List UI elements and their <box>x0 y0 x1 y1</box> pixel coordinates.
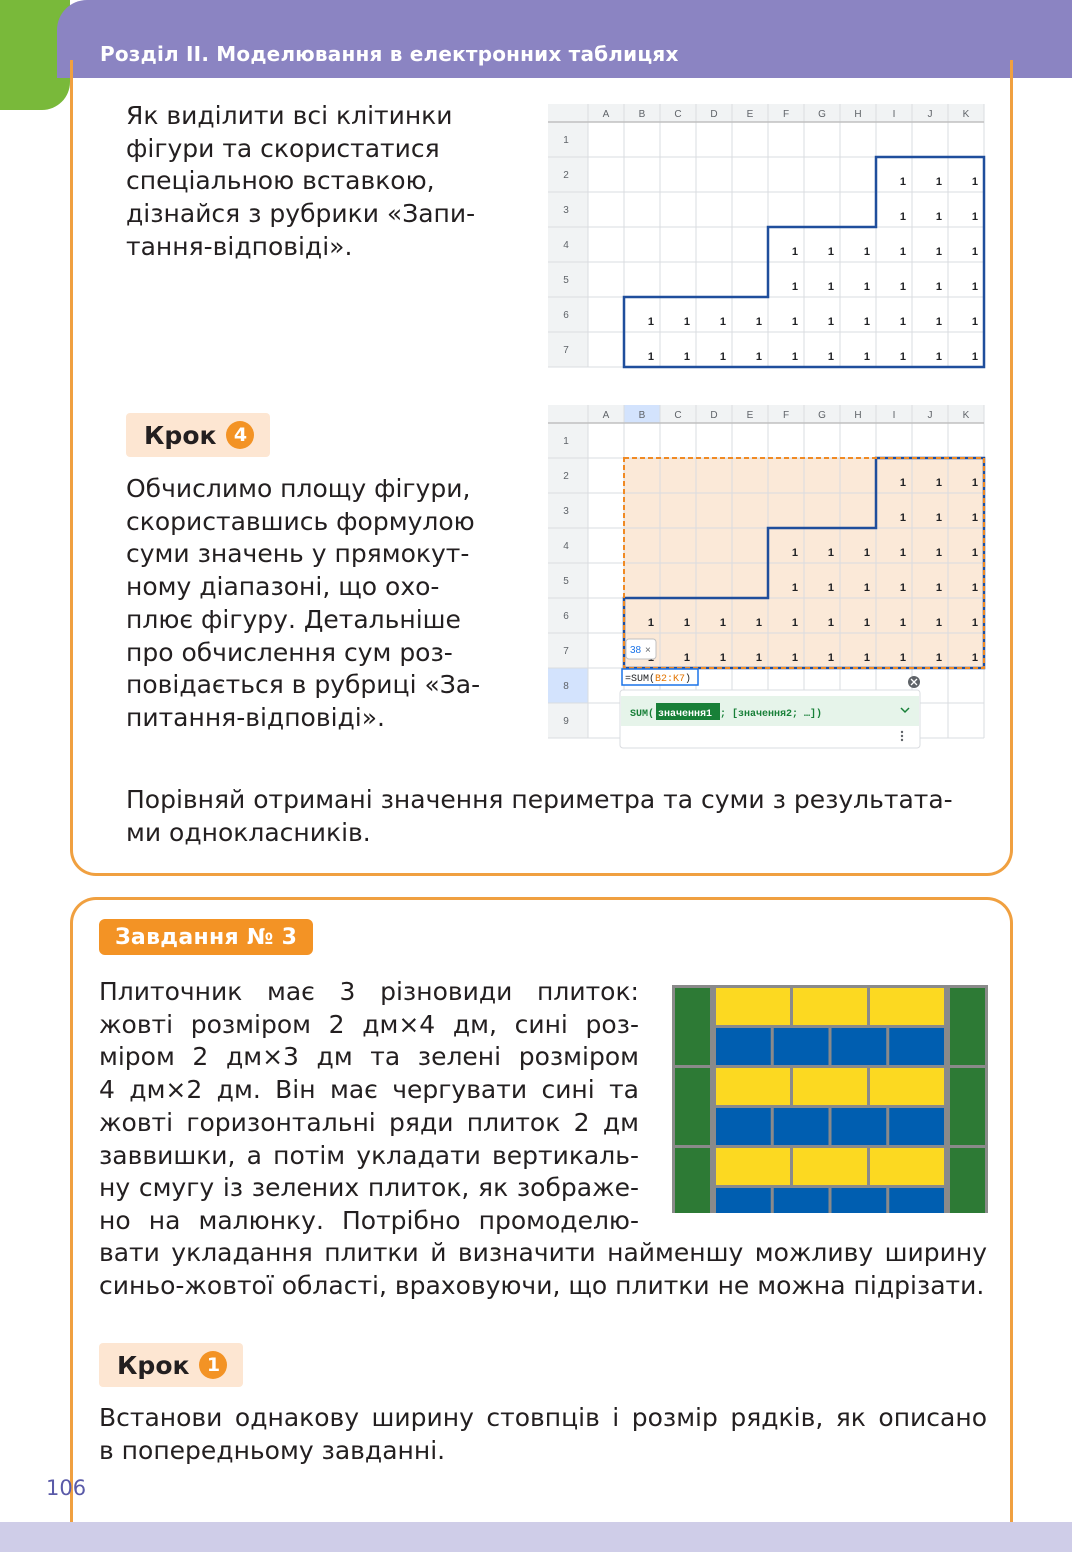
cell-value: 1 <box>971 512 978 524</box>
cell-value: 1 <box>899 351 906 363</box>
text-line: ми однокласників. <box>126 817 371 847</box>
green-tile <box>675 1148 710 1213</box>
column-header-D: D <box>710 109 718 120</box>
cell-value: 1 <box>719 617 726 629</box>
column-header-E: E <box>746 109 754 120</box>
column-header-J: J <box>927 410 933 421</box>
spreadsheet-sum-figure <box>548 405 988 750</box>
text-line: Встанови однакову ширину стовпців і розмір рядків, як описано <box>99 1403 987 1432</box>
tile-pattern <box>672 985 988 1213</box>
row-header-8: 8 <box>563 681 569 692</box>
column-header-G: G <box>818 410 826 421</box>
cell-value: 1 <box>899 547 906 559</box>
step-number-badge: 1 <box>199 1351 227 1379</box>
spreadsheet-figure <box>548 104 988 374</box>
task-3-badge: Завдання № 3 <box>99 919 313 955</box>
text-line: тання-відповіді». <box>126 231 353 261</box>
yellow-tile <box>793 1148 867 1185</box>
blue-tile <box>889 1108 944 1145</box>
step-label-text: Крок <box>144 420 217 450</box>
cell-value: 1 <box>647 617 654 629</box>
column-header-A: A <box>602 109 610 120</box>
cell-value: 1 <box>971 547 978 559</box>
blue-tile <box>832 1028 887 1065</box>
blue-tile <box>716 1028 771 1065</box>
cell-value: 1 <box>899 512 906 524</box>
row-header-6: 6 <box>563 611 569 622</box>
blue-tile <box>716 1108 771 1145</box>
cell-value: 1 <box>971 211 978 223</box>
cell-value: 1 <box>971 316 978 328</box>
text-line: жовті горизонтальні ряди плиток 2 дм <box>99 1107 639 1137</box>
blue-tile <box>774 1188 829 1213</box>
cell-value: 1 <box>935 351 942 363</box>
blue-tile <box>774 1028 829 1065</box>
text-line: ну смугу із зелених плиток, як зображе- <box>99 1173 639 1203</box>
cell-value: 1 <box>791 246 798 258</box>
cell-value: 1 <box>971 477 978 489</box>
cell-value: 1 <box>755 351 762 363</box>
cell-value: 1 <box>899 176 906 188</box>
cell-value: 1 <box>683 316 690 328</box>
cell-value: 1 <box>719 316 726 328</box>
cell-value: 1 <box>827 652 834 664</box>
cell-value: 1 <box>863 547 870 559</box>
cell-value: 1 <box>719 351 726 363</box>
step-4-label <box>126 413 270 457</box>
sum-badge-close-icon: × <box>645 645 651 656</box>
cell-value: 1 <box>863 582 870 594</box>
cell-value: 1 <box>935 477 942 489</box>
cell-value: 1 <box>863 652 870 664</box>
cell-value: 1 <box>683 652 690 664</box>
yellow-tile <box>870 1068 944 1105</box>
cell-value: 1 <box>935 246 942 258</box>
text-line: скориставшись формулою <box>126 506 475 536</box>
column-header-H: H <box>854 109 862 120</box>
column-header-bar <box>548 405 984 423</box>
tooltip-arg-1: значення1 <box>658 709 713 720</box>
text-line: жовті розміром 2 дм×4 дм, сині роз- <box>99 1009 639 1039</box>
cell-value: 1 <box>935 547 942 559</box>
blue-tile <box>832 1188 887 1213</box>
formula-prefix: =SUM( <box>625 674 656 685</box>
column-header-bar <box>548 104 984 122</box>
row-header-1: 1 <box>563 436 569 447</box>
yellow-tile <box>870 988 944 1025</box>
green-tile <box>675 1068 710 1145</box>
cell-value: 1 <box>863 316 870 328</box>
cell-value: 1 <box>935 512 942 524</box>
cell-value: 1 <box>863 617 870 629</box>
text-line: суми значень у прямокут- <box>126 539 470 569</box>
sum-badge-value: 38 <box>630 645 642 656</box>
cell-value: 1 <box>935 582 942 594</box>
page-number: 106 <box>46 1476 87 1500</box>
column-header-E: E <box>746 410 754 421</box>
step-1-paragraph <box>99 1402 987 1467</box>
cell-value: 1 <box>827 316 834 328</box>
blue-tile <box>889 1028 944 1065</box>
column-header-I: I <box>892 109 896 120</box>
blue-tile <box>774 1108 829 1145</box>
row-header-4: 4 <box>563 541 569 552</box>
cell-value: 1 <box>827 246 834 258</box>
row-header-2: 2 <box>563 471 569 482</box>
row-header-5: 5 <box>563 275 569 286</box>
text-line: Плиточник має 3 різновиди плиток: <box>99 977 639 1006</box>
more-icon <box>901 735 903 737</box>
cell-value: 1 <box>971 617 978 629</box>
more-icon <box>901 739 903 741</box>
cell-value: 1 <box>899 281 906 293</box>
green-tile <box>675 988 710 1065</box>
intro-paragraph <box>126 100 475 264</box>
text-line: питання-відповіді». <box>126 702 385 732</box>
column-header-I: I <box>892 410 896 421</box>
column-header-F: F <box>782 410 790 421</box>
text-line: повідається в рубриці «За- <box>126 670 481 700</box>
cell-value: 1 <box>683 351 690 363</box>
yellow-tile <box>793 1068 867 1105</box>
step-1-label <box>99 1343 243 1387</box>
text-line: Обчислимо площу фігури, <box>126 474 471 503</box>
cell-value: 1 <box>971 351 978 363</box>
compare-paragraph <box>126 784 953 849</box>
text-line: в попередньому завданні. <box>99 1435 446 1465</box>
row-header-7: 7 <box>563 345 569 356</box>
cell-value: 1 <box>719 652 726 664</box>
cell-value: 1 <box>755 617 762 629</box>
blue-tile <box>716 1188 771 1213</box>
cell-value: 1 <box>899 582 906 594</box>
cell-value: 1 <box>935 281 942 293</box>
blue-tile <box>889 1188 944 1213</box>
cell-value: 1 <box>791 617 798 629</box>
row-header-3: 3 <box>563 506 569 517</box>
cell-value: 1 <box>863 281 870 293</box>
column-header-K: K <box>962 410 970 421</box>
row-header-4: 4 <box>563 240 569 251</box>
text-line: ному діапазоні, що охо- <box>126 572 440 602</box>
text-line: фігури та скористатися <box>126 133 440 163</box>
cell-value: 1 <box>971 582 978 594</box>
task-3-paragraph-continued <box>99 1237 987 1302</box>
column-header-G: G <box>818 109 826 120</box>
column-header-H: H <box>854 410 862 421</box>
cell-value: 1 <box>899 316 906 328</box>
cell-value: 1 <box>863 246 870 258</box>
cell-value: 1 <box>935 316 942 328</box>
tile-pattern-figure <box>672 985 988 1217</box>
text-line: спеціальною вставкою, <box>126 166 435 196</box>
cell-value: 1 <box>971 176 978 188</box>
yellow-tile <box>716 1068 790 1105</box>
text-line: Як виділити всі клітинки <box>126 101 453 130</box>
yellow-tile <box>716 988 790 1025</box>
step-number-badge: 4 <box>226 421 254 449</box>
cell-value: 1 <box>863 351 870 363</box>
cell-value: 1 <box>899 477 906 489</box>
cell-value: 1 <box>935 211 942 223</box>
blue-tile <box>832 1108 887 1145</box>
cell-value: 1 <box>899 211 906 223</box>
column-header-D: D <box>710 410 718 421</box>
more-icon <box>901 731 903 733</box>
column-header-B: B <box>638 109 646 120</box>
text-line: но на малюнку. Потрібно промоделю- <box>99 1205 639 1235</box>
text-line: дізнайся з рубрики «Запи- <box>126 199 476 229</box>
cell-value: 1 <box>791 351 798 363</box>
text-line: міром 2 дм×3 дм та зелені розміром <box>99 1042 639 1072</box>
formula-suffix: ) <box>685 674 692 685</box>
cell-value: 1 <box>971 281 978 293</box>
cell-value: 1 <box>827 281 834 293</box>
step-4-paragraph <box>126 473 480 735</box>
text-line: плює фігуру. Детальніше <box>126 604 461 634</box>
cell-value: 1 <box>647 351 654 363</box>
cell-value: 1 <box>827 582 834 594</box>
cell-value: 1 <box>935 176 942 188</box>
yellow-tile <box>793 988 867 1025</box>
cell-value: 1 <box>791 547 798 559</box>
cell-value: 1 <box>755 652 762 664</box>
spreadsheet-grid <box>548 405 988 750</box>
column-header-B: B <box>638 410 646 421</box>
yellow-tile <box>870 1148 944 1185</box>
tooltip-arg-rest: ; [значення2; …]) <box>720 709 823 720</box>
green-tile <box>950 988 985 1065</box>
text-line: заввишки, а потім укладати вертикаль- <box>99 1140 639 1170</box>
text-line: 4 дм×2 дм. Він має чергувати сині та <box>99 1075 639 1105</box>
cell-value: 1 <box>683 617 690 629</box>
cell-value: 1 <box>791 652 798 664</box>
task-3-paragraph <box>99 976 639 1238</box>
cell-value: 1 <box>791 582 798 594</box>
text-line: Порівняй отримані значення периметра та суми з результата- <box>126 785 953 814</box>
text-line: синьо-жовтої області, враховуючи, що плитки не можна підрізати. <box>99 1270 985 1300</box>
column-header-F: F <box>782 109 790 120</box>
cell-value: 1 <box>827 547 834 559</box>
cell-value: 1 <box>791 281 798 293</box>
cell-value: 1 <box>827 351 834 363</box>
column-header-A: A <box>602 410 610 421</box>
text-line: вати укладання плитки й визначити найменшу можливу ширину <box>99 1238 987 1267</box>
cell-value: 1 <box>647 316 654 328</box>
cell-value: 1 <box>899 617 906 629</box>
green-tile <box>950 1148 985 1213</box>
green-tile <box>950 1068 985 1145</box>
row-header-7: 7 <box>563 646 569 657</box>
step-label-text: Крок <box>117 1350 190 1380</box>
text-line: про обчислення сум роз- <box>126 637 453 667</box>
cell-value: 1 <box>935 617 942 629</box>
row-header-5: 5 <box>563 576 569 587</box>
row-header-9: 9 <box>563 716 569 727</box>
cell-value: 1 <box>899 652 906 664</box>
cell-value: 1 <box>971 246 978 258</box>
tooltip-function-name: SUM( <box>630 709 655 720</box>
yellow-tile <box>716 1148 790 1185</box>
cell-value: 1 <box>899 246 906 258</box>
chapter-title: Розділ ІІ. Моделювання в електронних таблицях <box>100 42 679 66</box>
formula-text <box>625 673 691 685</box>
spreadsheet-grid <box>548 104 988 374</box>
cell-value: 1 <box>971 652 978 664</box>
cell-value: 1 <box>755 316 762 328</box>
cell-value: 1 <box>791 316 798 328</box>
row-header-3: 3 <box>563 205 569 216</box>
footer-bar <box>0 1522 1072 1552</box>
cell-value: 1 <box>935 652 942 664</box>
column-header-J: J <box>927 109 933 120</box>
formula-range: B2:K7 <box>655 674 686 685</box>
row-header-1: 1 <box>563 135 569 146</box>
cell-value: 1 <box>827 617 834 629</box>
column-header-K: K <box>962 109 970 120</box>
row-header-2: 2 <box>563 170 569 181</box>
column-header-C: C <box>674 109 682 120</box>
row-header-6: 6 <box>563 310 569 321</box>
column-header-C: C <box>674 410 682 421</box>
